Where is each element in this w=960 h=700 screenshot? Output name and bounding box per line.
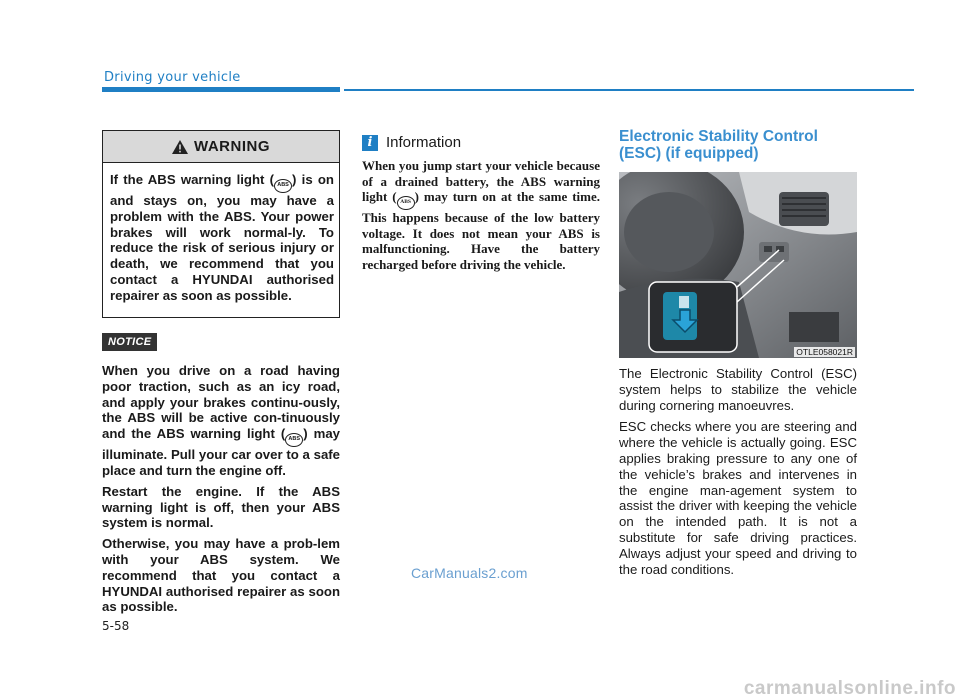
warning-text: If the ABS warning light ( ABS ) is on and stays on, you may have a problem with the ABS. Your power brakes will work normal-ly. To reduce the risk of serious injury or death, we recommend that you contact a HYUNDAI authorised repairer as soon as possible. [110,172,334,303]
warning-header [103,131,339,163]
information-heading [362,134,461,151]
info-icon: i [362,135,378,151]
notice-text [102,363,340,620]
esc-button-photo [619,172,857,358]
notice-badge: NOTICE [102,333,157,351]
abs-warning-icon: ABS [274,179,292,193]
abs-warning-icon: ABS [285,433,303,447]
section-title: Driving your vehicle [104,70,241,85]
information-text: When you jump start your vehicle because of a drained battery, the ABS warning light ( ABS ) may turn on at the same time. This happens because of the low battery voltage. It does not mean your ABS is malfunctioning. Have the battery recharged before driving the vehicle. [362,158,600,272]
information-title: Information [386,134,462,151]
header-rule-thick [102,87,340,92]
header-rule-thin [344,89,914,91]
esc-paragraph: The Electronic Stability Control (ESC) system helps to stabilize the vehicle during cornering manoeuvres. [619,366,857,413]
warning-box [102,130,340,318]
photo-caption: OTLE058021R [796,347,853,357]
page-number: 5-58 [102,619,130,633]
watermark-carmanualsonline[interactable]: carmanualsonline.info [743,678,956,699]
abs-warning-icon: ABS [397,196,415,210]
esc-description [619,366,857,583]
warning-triangle-icon [172,140,188,154]
dashboard-illustration [619,172,857,358]
notice-paragraph: Otherwise, you may have a prob-lem with your ABS system. We recommend that you contact a HYUNDAI authorised repairer as soon as possible. [102,536,340,615]
esc-section-title: Electronic Stability Control (ESC) (if equipped) [619,128,818,162]
notice-paragraph: When you drive on a road having poor traction, such as an icy road, and apply your brakes continu-ously, the ABS will be active con-tinuously and the ABS warning light ( ABS ) may illuminate. Pull your car over to a safe place and turn the engine off. [102,363,340,478]
watermark-carmanuals2[interactable]: CarManuals2.com [411,565,528,581]
esc-paragraph: ESC checks where you are steering and where the vehicle is actually going. ESC applies braking pressure to any one of the vehicle’s brakes and intervenes in the engine man-agement system to assist the driver with keeping the vehicle on the intended path. It is not a substitute for safe driving practices. Always adjust your speed and driving to the road conditions. [619,419,857,577]
notice-paragraph: Restart the engine. If the ABS warning light is off, then your ABS system is normal. [102,483,340,531]
warning-label: WARNING [194,138,270,155]
